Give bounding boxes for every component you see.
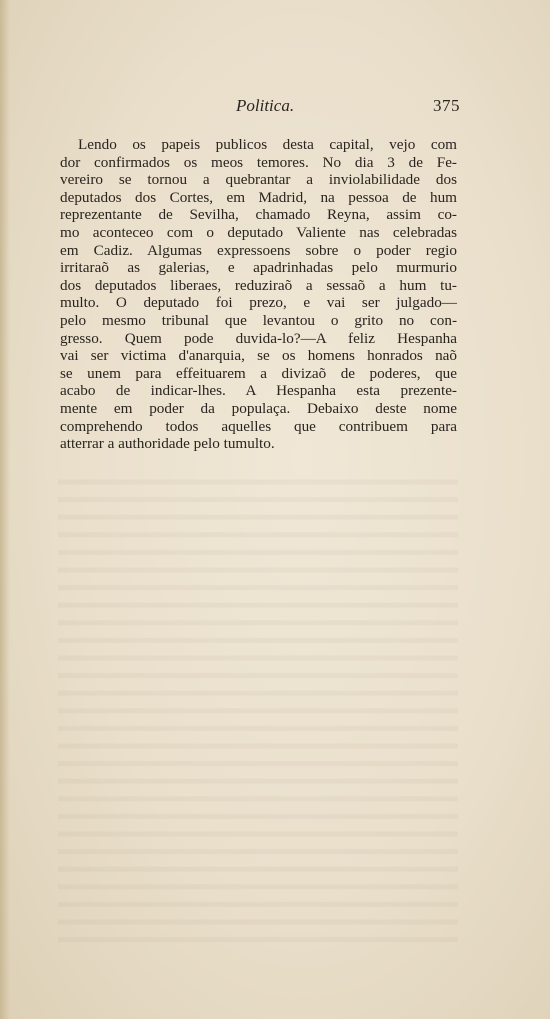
page-header xyxy=(60,96,460,120)
bleed-through-texture xyxy=(58,470,458,950)
text-line: deputados dos Cortes, em Madrid, na pessoa de hum xyxy=(60,188,457,206)
text-line: vai ser victima d'anarquia, se os homens honrados naõ xyxy=(60,347,457,365)
text-line: Lendo os papeis publicos desta capital, vejo com xyxy=(78,136,457,153)
running-title: Politica. xyxy=(236,96,295,115)
text-line: multo. O deputado foi prezo, e vai ser julgado— xyxy=(60,294,457,312)
text-line: pelo mesmo tribunal que levantou o grito no con- xyxy=(60,311,457,329)
text-line: dos deputados liberaes, reduziraõ a sessaõ a hum tu- xyxy=(60,276,457,294)
text-line: reprezentante de Sevilha, chamado Reyna, assim co- xyxy=(60,206,457,224)
text-line: gresso. Quem pode duvida-lo?—A feliz Hespanha xyxy=(60,329,457,347)
text-line: mente em poder da populaça. Debaixo deste nome xyxy=(60,399,457,417)
binding-edge xyxy=(0,0,10,1019)
text-line: dor confirmados os meos temores. No dia 3 de Fe- xyxy=(60,153,457,171)
text-line: irritaraõ as galerias, e apadrinhadas pelo murmurio xyxy=(60,259,457,277)
text-line: atterrar a authoridade pelo tumulto. xyxy=(60,435,275,453)
text-line: se unem para effeituarem a divizaõ de poderes, que xyxy=(60,364,457,382)
article-paragraph xyxy=(60,136,457,453)
text-line: em Cadiz. Algumas expressoens sobre o poder regio xyxy=(60,241,457,259)
text-line: comprehendo todos aquelles que contribuem para xyxy=(60,417,457,435)
text-line: mo aconteceo com o deputado Valiente nas celebradas xyxy=(60,223,457,241)
text-line: acabo de indicar-lhes. A Hespanha esta prezente- xyxy=(60,382,457,400)
page-number: 375 xyxy=(433,96,460,115)
text-line: vereiro se tornou a quebrantar a inviolabilidade dos xyxy=(60,171,457,189)
